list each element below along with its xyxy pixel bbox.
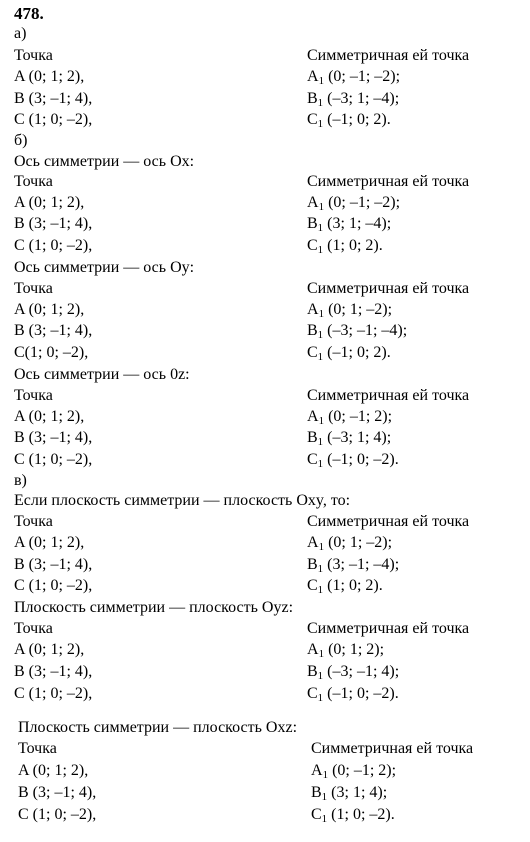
point-a: A (0; 1; 2), [14, 194, 85, 211]
part-label: в) [14, 472, 27, 489]
symmetric-point-a: $A_1$ (0; 1; –2); [307, 534, 393, 553]
point-b: B (3; –1; 4), [14, 556, 93, 573]
symmetric-point-b: $B_1$ (–3; 1; –4); [307, 90, 400, 109]
symmetric-point-c: $C_1$ (–1; 0; 2). [307, 344, 391, 363]
column-header-symmetric: Симметричная ей точка [307, 280, 470, 297]
symmetric-point-c: $C_1$ (1; 0; 2). [307, 237, 383, 256]
point-a: A (0; 1; 2), [18, 762, 89, 779]
symmetric-point-a: $A_1$ (0; –1; –2); [307, 68, 401, 87]
symmetric-point-c: $C_1$ (–1; 0; –2). [307, 451, 399, 470]
symmetric-point-b: $B_1$ (3; 1; –4); [307, 215, 392, 234]
column-header-point: Точка [14, 47, 53, 64]
point-b: B (3; –1; 4), [14, 322, 93, 339]
point-c: C (1; 0; –2), [14, 577, 93, 594]
column-header-point: Точка [14, 387, 53, 404]
part-label: б) [14, 132, 28, 149]
column-header-point: Точка [14, 280, 53, 297]
symmetric-point-b: $B_1$ (–3; –1; –4); [307, 322, 408, 341]
column-header-symmetric: Симметричная ей точка [307, 173, 470, 190]
section-header: Плоскость симметрии — плоскость Oyz: [14, 599, 294, 616]
symmetric-point-b: $B_1$ (3; –1; –4); [307, 556, 400, 575]
point-c: C (1; 0; –2), [14, 451, 93, 468]
point-a: A (0; 1; 2), [14, 68, 85, 85]
point-a: A (0; 1; 2), [14, 408, 85, 425]
point-a: A (0; 1; 2), [14, 534, 85, 551]
section-header: Ось симметрии — ось Ox: [14, 153, 195, 170]
point-c: C (1; 0; –2), [18, 806, 97, 823]
symmetric-point-c: $C_1$ (1; 0; –2). [311, 806, 395, 825]
column-header-symmetric: Симметричная ей точка [307, 620, 470, 637]
point-a: A (0; 1; 2), [14, 641, 85, 658]
section-header: Ось симметрии — ось 0z: [14, 366, 190, 383]
section-header: Плоскость симметрии — плоскость Oxz: [18, 719, 298, 736]
point-c: C (1; 0; –2), [14, 237, 93, 254]
symmetric-point-b: $B_1$ (3; 1; 4); [311, 784, 388, 803]
symmetric-point-b: $B_1$ (–3; 1; 4); [307, 429, 392, 448]
symmetric-point-c: $C_1$ (1; 0; 2). [307, 577, 383, 596]
column-header-symmetric: Симметричная ей точка [311, 740, 474, 757]
point-b: B (3; –1; 4), [14, 90, 93, 107]
column-header-point: Точка [14, 173, 53, 190]
column-header-symmetric: Симметричная ей точка [307, 47, 470, 64]
point-c: C (1; 0; –2), [14, 111, 93, 128]
symmetric-point-a: $A_1$ (0; –1; 2); [311, 762, 397, 781]
column-header-point: Точка [18, 740, 57, 757]
symmetric-point-a: $A_1$ (0; 1; 2); [307, 641, 385, 660]
point-b: B (3; –1; 4), [14, 663, 93, 680]
column-header-symmetric: Симметричная ей точка [307, 513, 470, 530]
symmetric-point-a: $A_1$ (0; –1; –2); [307, 194, 401, 213]
symmetric-point-a: $A_1$ (0; 1; –2); [307, 301, 393, 320]
section-header: Если плоскость симметрии — плоскость Oxy, то: [14, 492, 351, 509]
symmetric-point-b: $B_1$ (–3; –1; 4); [307, 663, 400, 682]
section-header: Ось симметрии — ось Oy: [14, 259, 195, 276]
problem-number: 478. [14, 4, 44, 23]
point-b: B (3; –1; 4), [18, 784, 97, 801]
point-b: B (3; –1; 4), [14, 429, 93, 446]
column-header-point: Точка [14, 513, 53, 530]
column-header-symmetric: Симметричная ей точка [307, 387, 470, 404]
symmetric-point-c: $C_1$ (–1; 0; –2). [307, 685, 399, 704]
column-header-point: Точка [14, 620, 53, 637]
point-c: C(1; 0; –2), [14, 344, 89, 361]
point-b: B (3; –1; 4), [14, 215, 93, 232]
symmetric-point-a: $A_1$ (0; –1; 2); [307, 408, 393, 427]
point-c: C (1; 0; –2), [14, 685, 93, 702]
part-label: а) [14, 25, 27, 42]
symmetric-point-c: $C_1$ (–1; 0; 2). [307, 111, 391, 130]
point-a: A (0; 1; 2), [14, 301, 85, 318]
